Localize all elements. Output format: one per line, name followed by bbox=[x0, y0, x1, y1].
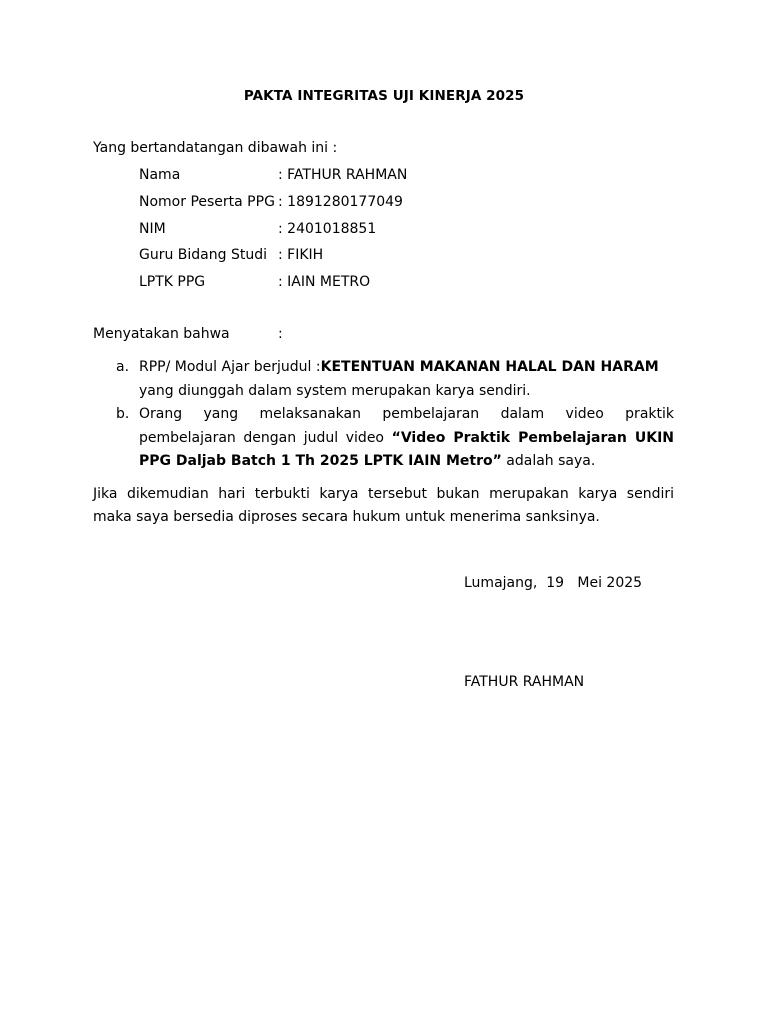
item-b-line1: Orang yang melaksanakan pembelajaran dalam video praktik bbox=[139, 406, 674, 422]
field-value-nomor-peserta: : 1891280177049 bbox=[278, 194, 403, 210]
field-label-nim: NIM bbox=[139, 221, 166, 237]
item-b-line2-prefix: pembelajaran dengan judul video bbox=[139, 430, 384, 446]
document-title: PAKTA INTEGRITAS UJI KINERJA 2025 bbox=[243, 88, 525, 104]
place-date: Lumajang, 19 Mei 2025 bbox=[464, 575, 643, 591]
item-a-line1 bbox=[139, 358, 659, 376]
item-b-line3 bbox=[139, 452, 595, 470]
field-label-nomor-peserta: Nomor Peserta PPG bbox=[139, 194, 275, 210]
item-a-suffix: yang diunggah dalam system merupakan karya sendiri. bbox=[139, 383, 531, 399]
field-label-bidang-studi: Guru Bidang Studi bbox=[139, 247, 267, 263]
intro-text: Yang bertandatangan dibawah ini : bbox=[93, 140, 338, 156]
field-value-bidang-studi: : FIKIH bbox=[278, 247, 324, 263]
field-value-nim: : 2401018851 bbox=[278, 221, 377, 237]
closing-line2: maka saya bersedia diproses secara hukum untuk menerima sanksinya. bbox=[93, 509, 600, 525]
list-marker-a: a. bbox=[116, 359, 130, 375]
field-label-lptk: LPTK PPG bbox=[139, 274, 206, 290]
declaration-label: Menyatakan bahwa bbox=[93, 326, 230, 342]
item-b-line2 bbox=[139, 429, 674, 447]
list-marker-b: b. bbox=[116, 406, 130, 422]
declaration-colon: : bbox=[278, 326, 283, 342]
item-a-prefix: RPP/ Modul Ajar berjudul : bbox=[139, 359, 321, 375]
field-value-nama: : FATHUR RAHMAN bbox=[278, 167, 408, 183]
item-b-video-title-part2: PPG Daljab Batch 1 Th 2025 LPTK IAIN Metro” bbox=[139, 453, 502, 469]
field-label-nama: Nama bbox=[139, 167, 181, 183]
signer-name: FATHUR RAHMAN bbox=[464, 674, 585, 690]
item-a-module-title: KETENTUAN MAKANAN HALAL DAN HARAM bbox=[320, 359, 659, 375]
item-b-video-title-part1: “Video Praktik Pembelajaran UKIN bbox=[391, 430, 675, 446]
closing-line1: Jika dikemudian hari terbukti karya tersebut bukan merupakan karya sendiri bbox=[93, 486, 674, 502]
field-value-lptk: : IAIN METRO bbox=[278, 274, 371, 290]
item-b-line3-suffix: adalah saya. bbox=[501, 453, 596, 469]
